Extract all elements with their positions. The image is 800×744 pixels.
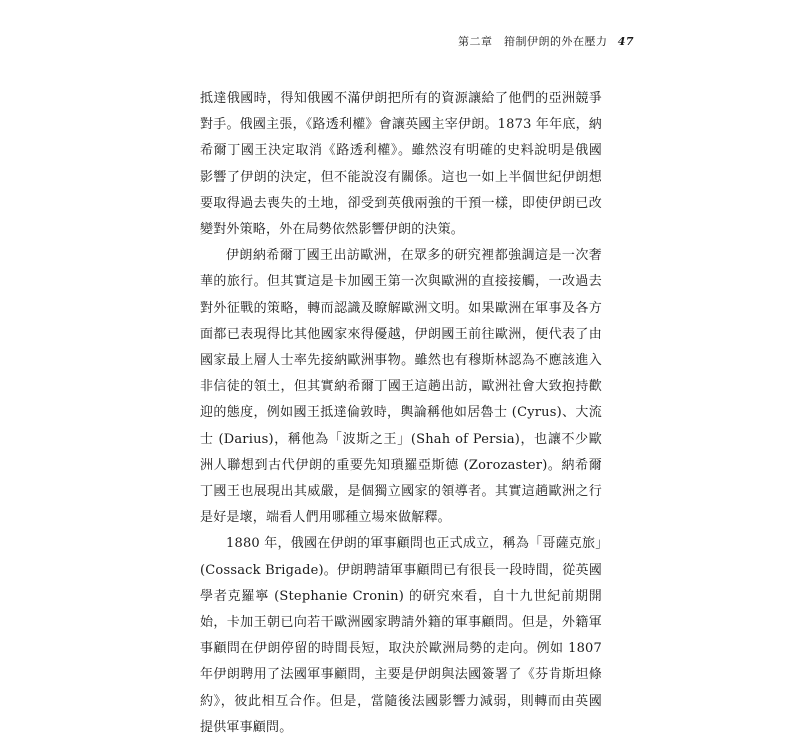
paragraph: 1880 年，俄國在伊朗的軍事顧問也正式成立，稱為「哥薩克旅」(Cossack Brigade)。伊朗聘請軍事顧問已有很長一段時間，從英國學者克羅寧 (Stephanie Cronin) 的研究來看，自十九世紀前期開始，卡加王朝已向若干歐洲國家聘請外籍的軍事顧問。但是，外籍軍事顧問在伊朗停留的時間長短，取決於歐洲局勢的走向。例如 1807 年伊朗聘用了法國軍事顧問，主要是伊朗與法國簽署了《芬肯斯坦條約》，彼此相互合作。但是，當隨後法國影響力減弱，則轉而由英國提供軍事顧問。 [200,536,602,735]
running-head [458,33,634,49]
paragraph: 抵達俄國時，得知俄國不滿伊朗把所有的資源讓給了他們的亞洲競爭對手。俄國主張，《路透利權》會讓英國主宰伊朗。1873 年年底，納希爾丁國王決定取消《路透利權》。雖然沒有明確的史料說明是俄國影響了伊朗的決定，但不能說沒有關係。這也一如上半個世紀伊朗想要取得過去喪失的土地，卻受到英俄兩強的干預一樣，即使伊朗已改變對外策略，外在局勢依然影響伊朗的決策。 [200,91,602,238]
chapter-title: 第二章 箝制伊朗的外在壓力 [458,35,608,48]
paragraph: 伊朗納希爾丁國王出訪歐洲，在眾多的研究裡都強調這是一次奢華的旅行。但其實這是卡加國王第一次與歐洲的直接接觸，一改過去對外征戰的策略，轉而認識及瞭解歐洲文明。如果歐洲在軍事及各方面都已表現得比其他國家來得優越，伊朗國王前往歐洲，便代表了由國家最上層人士率先接納歐洲事物。雖然也有穆斯林認為不應該進入非信徒的領土，但其實納希爾丁國王這趟出訪，歐洲社會大致抱持歡迎的態度，例如國王抵達倫敦時，輿論稱他如居魯士 (Cyrus)、大流士 (Darius)，稱他為「波斯之王」(Shah of Persia)，也讓不少歐洲人聯想到古代伊朗的重要先知瑣羅亞斯德 (Zorozaster)。納希爾丁國王也展現出其威嚴，是個獨立國家的領導者。其實這趟歐洲之行是好是壞，端看人們用哪種立場來做解釋。 [200,248,602,526]
page-number: 47 [617,34,634,48]
body-text [200,86,602,741]
